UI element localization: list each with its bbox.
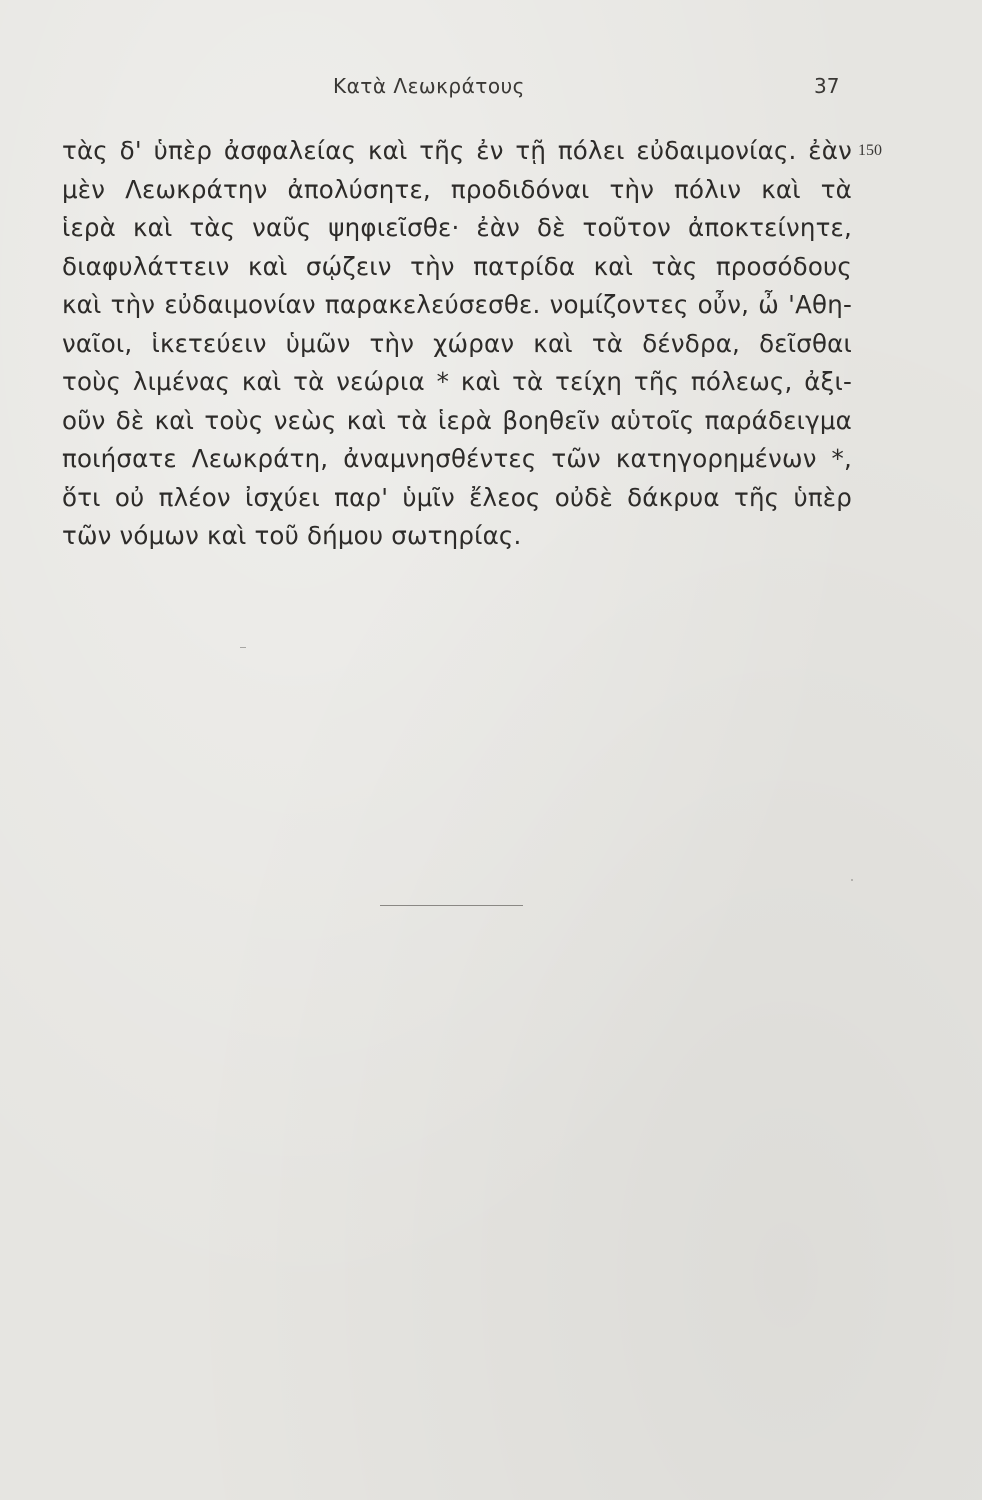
text-line: καὶ τὴν εὐδαιμονίαν παρακελεύσεσθε. νομίζοντες οὖν, ὦ 'Αθη- xyxy=(62,290,852,319)
text-line: μὲν Λεωκράτην ἀπολύσητε, προδιδόναι τὴν πόλιν καὶ τὰ xyxy=(62,174,852,204)
page-number: 37 xyxy=(814,74,840,98)
greek-text-body xyxy=(62,132,852,556)
text-line: ὅτι οὐ πλέον ἰσχύει παρ' ὑμῖν ἔλεος οὐδὲ δάκρυα τῆς ὑπὲρ xyxy=(62,482,852,512)
text-line: ποιήσατε Λεωκράτη, ἀναμνησθέντες τῶν κατηγορημένων *, xyxy=(62,444,852,473)
text-line: ἱερὰ καὶ τὰς ναῦς ψηφιεῖσθε· ἐὰν δὲ τοῦτον ἀποκτείνητε, xyxy=(62,213,852,242)
speck-mark xyxy=(851,879,853,881)
text-line: διαφυλάττειν καὶ σῴζειν τὴν πατρίδα καὶ τὰς προσόδους xyxy=(62,251,852,281)
margin-line-number: 150 xyxy=(858,142,882,159)
speck-mark xyxy=(240,647,246,648)
running-title: Κατὰ Λεωκράτους xyxy=(333,74,525,98)
text-line: τοὺς λιμένας καὶ τὰ νεώρια * καὶ τὰ τείχη τῆς πόλεως, ἀξι- xyxy=(62,367,852,396)
text-line: τῶν νόμων καὶ τοῦ δήμου σωτηρίας. xyxy=(62,521,522,550)
text-line: ναῖοι, ἱκετεύειν ὑμῶν τὴν χώραν καὶ τὰ δένδρα, δεῖσθαι xyxy=(62,328,852,358)
running-head xyxy=(0,74,982,104)
text-line: τὰς δ' ὑπὲρ ἀσφαλείας καὶ τῆς ἐν τῇ πόλει εὐδαιμονίας. ἐὰν xyxy=(62,136,852,165)
text-line: οῦν δὲ καὶ τοὺς νεὼς καὶ τὰ ἱερὰ βοηθεῖν αὑτοῖς παράδειγμα xyxy=(62,405,852,435)
section-end-rule xyxy=(380,905,523,906)
